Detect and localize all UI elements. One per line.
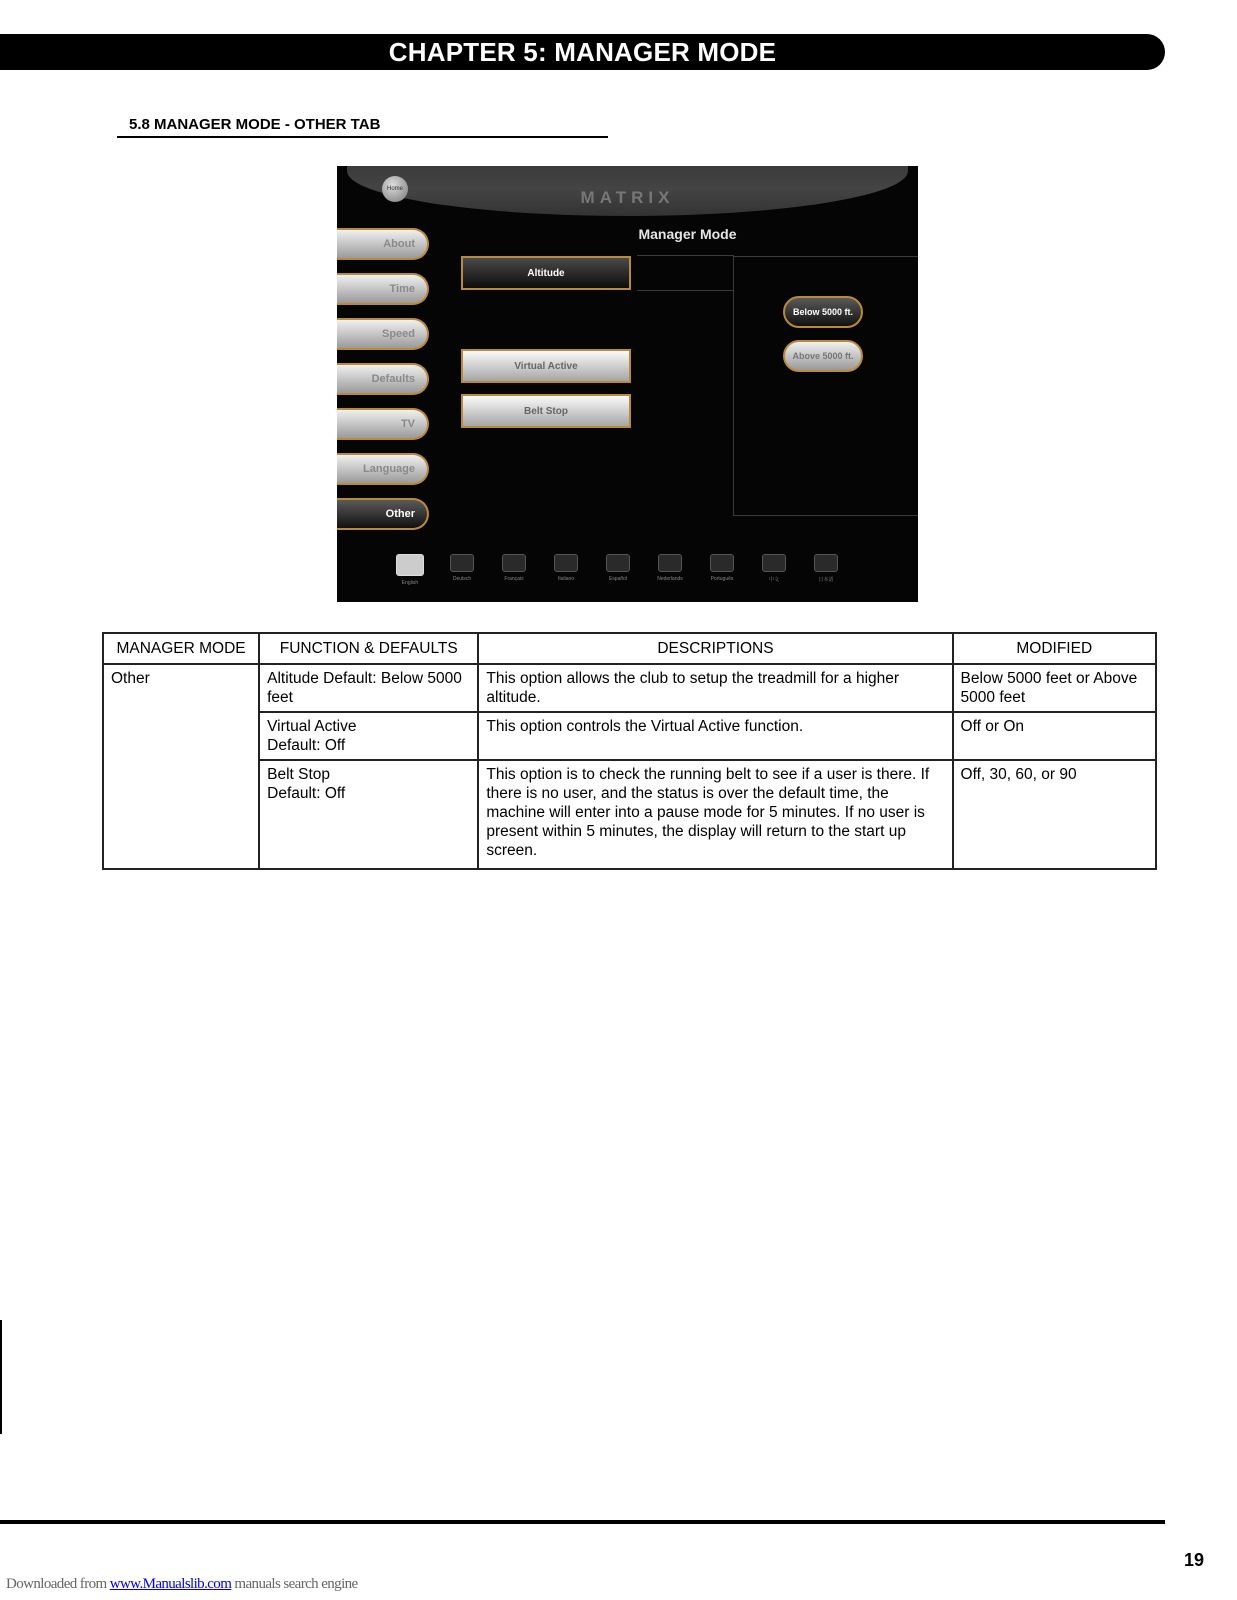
section-underline: [117, 136, 608, 138]
brand-logo: MATRIX: [580, 188, 675, 207]
download-prefix: Downloaded from: [6, 1576, 110, 1592]
flag-icon: [762, 554, 786, 572]
tab-language[interactable]: Language: [337, 453, 429, 485]
tab-about[interactable]: About: [337, 228, 429, 260]
virtual-active-button[interactable]: Virtual Active: [461, 349, 631, 383]
modified-cell: Off, 30, 60, or 90: [953, 760, 1156, 869]
language-portugues[interactable]: Português: [707, 554, 737, 586]
tab-defaults[interactable]: Defaults: [337, 363, 429, 395]
table-row: [103, 664, 1156, 712]
below-5000-button[interactable]: Below 5000 ft.: [783, 296, 863, 328]
flag-icon: [396, 554, 424, 576]
language-english[interactable]: English: [395, 554, 425, 586]
description-cell: This option allows the club to setup the treadmill for a higher altitude.: [478, 664, 952, 712]
flag-icon: [450, 554, 474, 572]
language-nederlands[interactable]: Nederlands: [655, 554, 685, 586]
header-descriptions: DESCRIPTIONS: [478, 633, 952, 664]
download-note: [6, 1576, 358, 1593]
margin-change-bar: [0, 1320, 2, 1434]
manualslib-link[interactable]: www.Manualslib.com: [109, 1576, 232, 1592]
altitude-button[interactable]: Altitude: [461, 256, 631, 290]
function-cell: Virtual Active Default: Off: [259, 712, 478, 760]
table-row: [103, 712, 1156, 760]
modified-cell: Off or On: [953, 712, 1156, 760]
header-manager-mode: MANAGER MODE: [103, 633, 259, 664]
modified-cell: Below 5000 feet or Above 5000 feet: [953, 664, 1156, 712]
tab-tv[interactable]: TV: [337, 408, 429, 440]
language-espanol[interactable]: Español: [603, 554, 633, 586]
tab-speed[interactable]: Speed: [337, 318, 429, 350]
table-header-row: [103, 633, 1156, 664]
function-cell: Altitude Default: Below 5000 feet: [259, 664, 478, 712]
tab-time[interactable]: Time: [337, 273, 429, 305]
manager-mode-screen: [337, 166, 918, 602]
description-cell: This option controls the Virtual Active function.: [478, 712, 952, 760]
screen-title: Manager Mode: [638, 226, 737, 242]
header-function-defaults: FUNCTION & DEFAULTS: [259, 633, 478, 664]
flag-icon: [606, 554, 630, 572]
language-deutsch[interactable]: Deutsch: [447, 554, 477, 586]
flag-icon: [814, 554, 838, 572]
flag-icon: [710, 554, 734, 572]
download-suffix: manuals search engine: [231, 1576, 358, 1592]
mode-cell: Other: [103, 664, 259, 869]
function-cell: Belt Stop Default: Off: [259, 760, 478, 869]
home-label: Home: [386, 186, 403, 192]
page-number: 19: [1184, 1550, 1205, 1570]
flag-icon: [554, 554, 578, 572]
manager-mode-table: [102, 632, 1157, 870]
above-5000-button[interactable]: Above 5000 ft.: [783, 340, 863, 372]
language-japanese[interactable]: 日本語: [811, 554, 841, 586]
panel-pointer: [637, 255, 734, 291]
value-panel: [733, 256, 918, 516]
language-flag-bar: [395, 554, 841, 586]
footer-rule: [0, 1520, 1165, 1524]
section-title: 5.8 MANAGER MODE - OTHER TAB: [129, 116, 381, 133]
chapter-title: CHAPTER 5: MANAGER MODE: [0, 34, 1165, 70]
belt-stop-button[interactable]: Belt Stop: [461, 394, 631, 428]
flag-icon: [658, 554, 682, 572]
language-italiano[interactable]: Italiano: [551, 554, 581, 586]
tab-other[interactable]: Other: [337, 498, 429, 530]
table-row: [103, 760, 1156, 869]
description-cell: This option is to check the running belt to see if a user is there. If there is no user, and the status is over the default time, the machine will enter into a pause mode for 5 minutes. If no user is present within 5 minutes, the display will return to the start up screen.: [478, 760, 952, 869]
language-chinese[interactable]: 中文: [759, 554, 789, 586]
language-francais[interactable]: Français: [499, 554, 529, 586]
flag-icon: [502, 554, 526, 572]
header-modified: MODIFIED: [953, 633, 1156, 664]
